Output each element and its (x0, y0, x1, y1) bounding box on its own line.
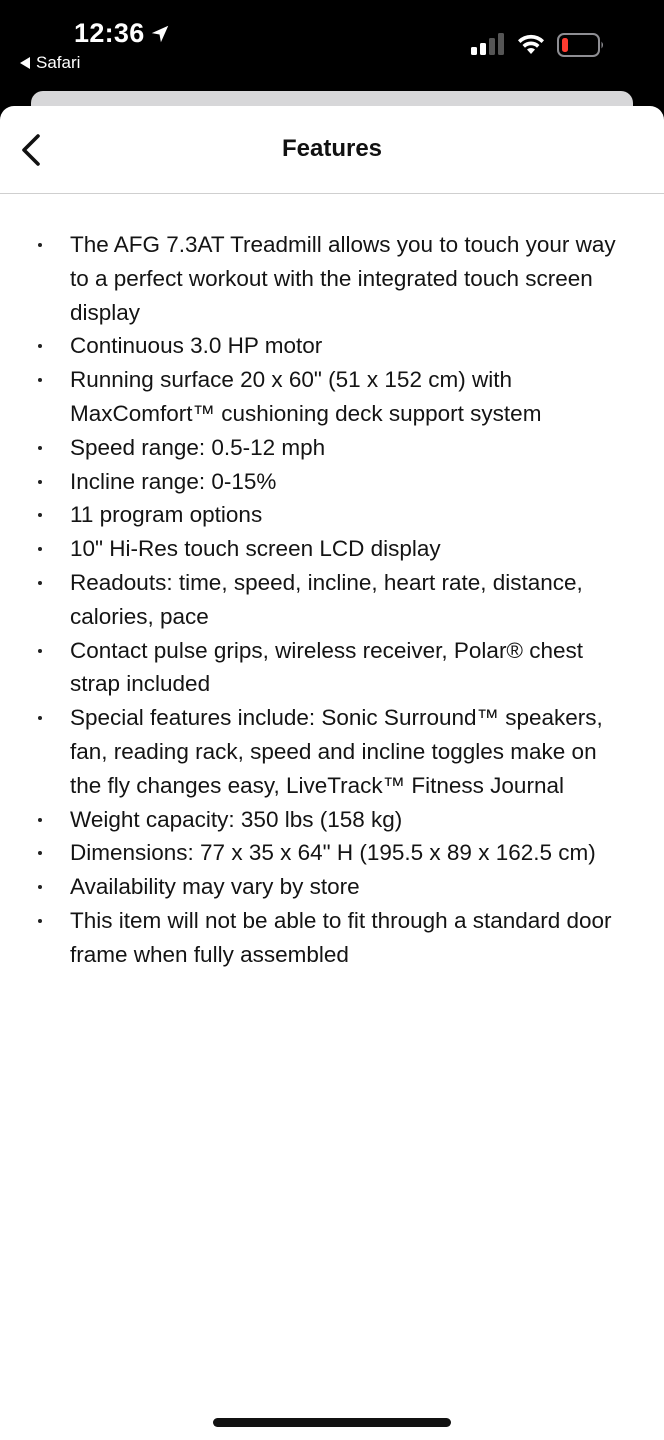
cellular-signal-icon (470, 33, 506, 55)
status-time-text: 12:36 (74, 18, 145, 48)
list-item: Continuous 3.0 HP motor (70, 329, 634, 363)
list-item: 10" Hi-Res touch screen LCD display (70, 532, 634, 566)
list-item: The AFG 7.3AT Treadmill allows you to touch your way to a perfect workout with the integrated touch screen display (70, 228, 634, 329)
back-to-safari-label: Safari (36, 53, 81, 72)
features-list (0, 194, 664, 972)
page-title: Features (281, 135, 383, 162)
list-item: Weight capacity: 350 lbs (158 kg) (70, 803, 634, 837)
status-bar (0, 0, 664, 92)
location-arrow-icon (149, 23, 171, 45)
list-item: Running surface 20 x 60" (51 x 152 cm) with MaxComfort™ cushioning deck support system (70, 363, 634, 431)
back-triangle-icon (20, 57, 30, 69)
nav-bar (0, 106, 664, 194)
list-item: 11 program options (70, 498, 634, 532)
list-item: Readouts: time, speed, incline, heart rate, distance, calories, pace (70, 566, 634, 634)
list-item: Incline range: 0-15% (70, 465, 634, 499)
battery-low-icon (557, 33, 605, 57)
features-sheet (0, 106, 664, 1440)
list-item: Availability may vary by store (70, 870, 634, 904)
list-item: Contact pulse grips, wireless receiver, Polar® chest strap included (70, 634, 634, 702)
list-item: Special features include: Sonic Surround™ speakers, fan, reading rack, speed and incline toggles make on the fly changes easy, LiveTrack™ Fitness Journal (70, 701, 634, 802)
back-to-safari-button[interactable] (20, 53, 80, 73)
wifi-icon (516, 32, 546, 56)
list-item: Speed range: 0.5-12 mph (70, 431, 634, 465)
list-item: Dimensions: 77 x 35 x 64" H (195.5 x 89 x 162.5 cm) (70, 836, 634, 870)
status-time (74, 18, 171, 49)
home-indicator[interactable] (213, 1418, 451, 1427)
list-item: This item will not be able to fit through a standard door frame when fully assembled (70, 904, 634, 972)
